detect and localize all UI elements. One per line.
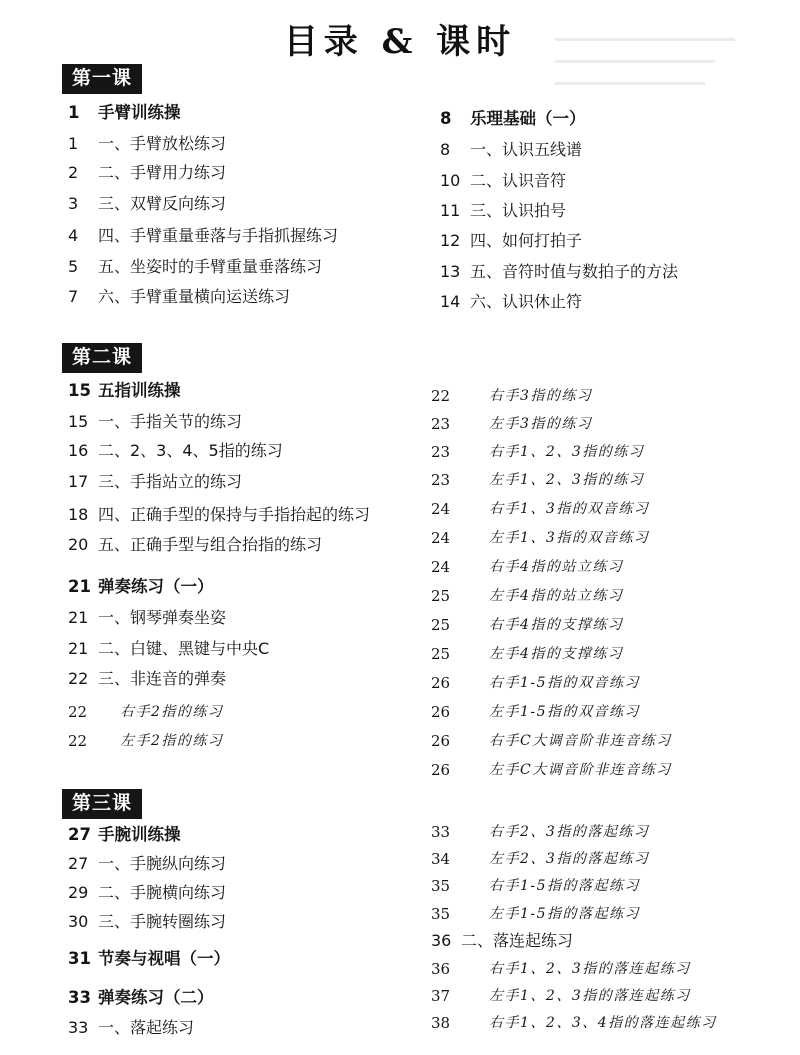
page-number: 26	[431, 732, 451, 750]
entry-title: 二、手臂用力练习	[98, 163, 227, 182]
entry-title: 节奏与视唱（一）	[98, 949, 230, 968]
page-number: 36	[431, 960, 451, 978]
entry-title: 右手3指的练习	[489, 388, 593, 404]
entry-title: 六、手臂重量横向运送练习	[98, 287, 291, 306]
page-number: 37	[431, 987, 451, 1005]
entry-title: 右手2指的练习	[120, 704, 224, 720]
entry-title: 一、钢琴弹奏坐姿	[98, 608, 227, 627]
entry-title: 右手4指的支撑练习	[489, 617, 624, 633]
entry-title: 左手C大调音阶非连音练习	[489, 762, 672, 778]
entry-title: 弹奏练习（一）	[98, 577, 214, 596]
entry-title: 右手1、2、3、4指的落连起练习	[489, 1015, 717, 1031]
entry-title: 四、正确手型的保持与手指抬起的练习	[98, 505, 371, 524]
entry-title: 四、手臂重量垂落与手指抓握练习	[98, 226, 339, 245]
entry-title: 右手4指的站立练习	[489, 559, 624, 575]
entry-title: 二、落连起练习	[461, 931, 574, 950]
entry-title: 右手1、3指的双音练习	[489, 501, 650, 517]
page-number: 18	[68, 505, 89, 524]
page-number: 22	[68, 732, 88, 750]
entry-title: 右手2、3指的落起练习	[489, 824, 650, 840]
page-number: 25	[431, 645, 451, 663]
bleed-through-mark	[555, 60, 715, 63]
page-number: 25	[431, 616, 451, 634]
page-number: 23	[431, 471, 451, 489]
page-number: 16	[68, 441, 89, 460]
entry-title: 左手1、3指的双音练习	[489, 530, 650, 546]
page-number: 29	[68, 883, 89, 902]
page-number: 12	[440, 231, 461, 250]
entry-title: 手臂训练操	[98, 103, 181, 122]
page-number: 33	[68, 988, 91, 1007]
entry-title: 五、音符时值与数拍子的方法	[470, 262, 679, 281]
entry-title: 三、双臂反向练习	[98, 194, 227, 213]
entry-title: 左手1-5指的双音练习	[489, 704, 641, 720]
page-number: 7	[68, 287, 79, 306]
page-number: 26	[431, 703, 451, 721]
entry-title: 五指训练操	[98, 381, 181, 400]
page-number: 14	[440, 292, 461, 311]
page-number: 13	[440, 262, 461, 281]
bleed-through-mark	[555, 38, 735, 41]
page-number: 22	[68, 669, 89, 688]
entry-title: 三、认识拍号	[470, 201, 567, 220]
page-number: 22	[68, 703, 88, 721]
page-number: 11	[440, 201, 461, 220]
page-number: 15	[68, 381, 91, 400]
bleed-through-mark	[555, 82, 705, 85]
entry-title: 左手1-5指的落起练习	[489, 906, 641, 922]
entry-title: 二、认识音符	[470, 171, 567, 190]
entry-title: 三、手指站立的练习	[98, 472, 243, 491]
entry-title: 左手3指的练习	[489, 416, 593, 432]
lesson-label: 第一课	[62, 64, 142, 94]
page-number: 2	[68, 163, 79, 182]
page-number: 36	[431, 931, 452, 950]
page-number: 15	[68, 412, 89, 431]
entry-title: 乐理基础（一）	[470, 109, 586, 128]
page-number: 25	[431, 587, 451, 605]
entry-title: 五、坐姿时的手臂重量垂落练习	[98, 257, 323, 276]
page-number: 24	[431, 529, 451, 547]
page-number: 38	[431, 1014, 451, 1032]
page-number: 3	[68, 194, 79, 213]
entry-title: 左手1、2、3指的练习	[489, 472, 645, 488]
entry-title: 二、2、3、4、5指的练习	[98, 441, 283, 460]
entry-title: 左手1、2、3指的落连起练习	[489, 988, 691, 1004]
page-number: 35	[431, 877, 451, 895]
entry-title: 左手4指的站立练习	[489, 588, 624, 604]
page-number: 23	[431, 415, 451, 433]
page-number: 1	[68, 134, 79, 153]
page-number: 4	[68, 226, 79, 245]
entry-title: 一、手指关节的练习	[98, 412, 243, 431]
page-number: 1	[68, 103, 80, 122]
entry-title: 三、非连音的弹奏	[98, 669, 227, 688]
page-number: 27	[68, 825, 91, 844]
entry-title: 弹奏练习（二）	[98, 988, 214, 1007]
page-number: 34	[431, 850, 451, 868]
entry-title: 右手1-5指的双音练习	[489, 675, 641, 691]
entry-title: 右手C大调音阶非连音练习	[489, 733, 672, 749]
page-number: 26	[431, 761, 451, 779]
entry-title: 二、手腕横向练习	[98, 883, 227, 902]
entry-title: 一、认识五线谱	[470, 140, 583, 159]
entry-title: 一、手臂放松练习	[98, 134, 227, 153]
page-number: 8	[440, 140, 451, 159]
page-number: 21	[68, 577, 91, 596]
page-number: 21	[68, 639, 89, 658]
entry-title: 左手4指的支撑练习	[489, 646, 624, 662]
entry-title: 三、手腕转圈练习	[98, 912, 227, 931]
page-number: 24	[431, 500, 451, 518]
page-number: 8	[440, 109, 452, 128]
entry-title: 左手2指的练习	[120, 733, 224, 749]
entry-title: 一、手腕纵向练习	[98, 854, 227, 873]
page-number: 27	[68, 854, 89, 873]
entry-title: 一、落起练习	[98, 1018, 195, 1037]
page-number: 24	[431, 558, 451, 576]
page-number: 5	[68, 257, 79, 276]
page-number: 33	[68, 1018, 89, 1037]
entry-title: 五、正确手型与组合抬指的练习	[98, 535, 323, 554]
page-number: 17	[68, 472, 89, 491]
entry-title: 右手1、2、3指的练习	[489, 444, 645, 460]
page-number: 21	[68, 608, 89, 627]
page-title: 目录 & 课时	[283, 22, 517, 62]
lesson-label: 第二课	[62, 343, 142, 373]
entry-title: 二、白键、黑键与中央C	[98, 639, 270, 658]
entry-title: 六、认识休止符	[470, 292, 583, 311]
entry-title: 四、如何打拍子	[470, 231, 583, 250]
page-number: 31	[68, 949, 91, 968]
page-number: 33	[431, 823, 451, 841]
page-number: 35	[431, 905, 451, 923]
page-number: 22	[431, 387, 451, 405]
page-number: 26	[431, 674, 451, 692]
lesson-label: 第三课	[62, 789, 142, 819]
page-number: 20	[68, 535, 89, 554]
entry-title: 右手1、2、3指的落连起练习	[489, 961, 691, 977]
page-number: 23	[431, 443, 451, 461]
page-number: 10	[440, 171, 461, 190]
entry-title: 右手1-5指的落起练习	[489, 878, 641, 894]
page-number: 30	[68, 912, 89, 931]
entry-title: 手腕训练操	[98, 825, 181, 844]
entry-title: 左手2、3指的落起练习	[489, 851, 650, 867]
